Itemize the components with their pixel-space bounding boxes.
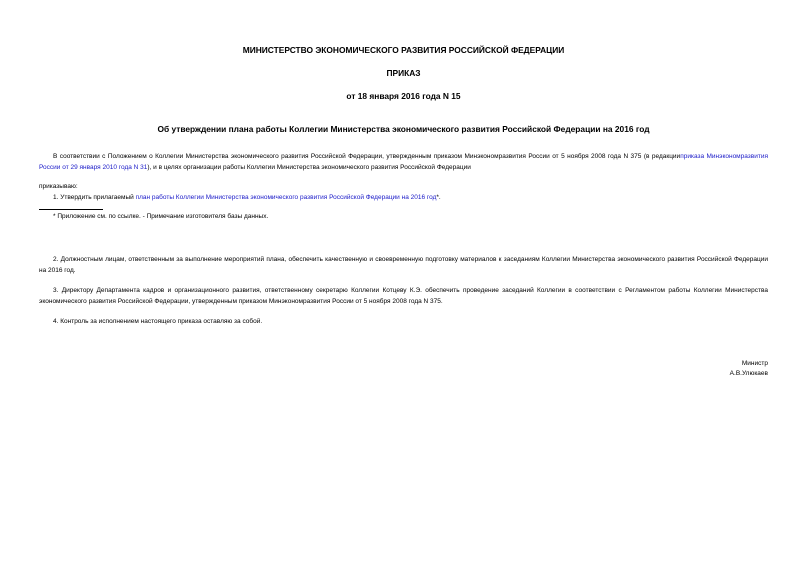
item-1-text-before: 1. Утвердить прилагаемый (53, 194, 136, 201)
work-plan-link[interactable]: план работы Коллегии Министерства экономического развития Российской Федерации на 2016 год (135, 194, 437, 201)
preamble-text-after: ), и в целях организации работы Коллегии Министерства экономического развития Российской Федерации (147, 163, 471, 171)
signature-position: Министр (741, 360, 768, 367)
ministry-heading: МИНИСТЕРСТВО ЭКОНОМИЧЕСКОГО РАЗВИТИЯ РОССИЙСКОЙ ФЕДЕРАЦИИ (242, 45, 565, 55)
document-date-number: от 18 января 2016 года N 15 (346, 91, 461, 101)
amendment-order-link[interactable]: приказа Минэкономразвития России от 29 января 2010 года N 31 (39, 153, 769, 171)
document-title: Об утверждении плана работы Коллегии Министерства экономического развития Российской Федерации на 2016 год (157, 124, 650, 134)
item-3-paragraph: 3. Директору Департамента кадров и организационного развития, ответственному секретарю Коллегии Котцеву К.Э. обеспечить проведение заседаний Коллегии в соответствии с Регламентом работы Коллегии Министерства экономического развития Российской Федерации, утвержденным приказом Минэкономразвития России от 5 ноября 2008 года N 375. (39, 287, 768, 305)
order-word: приказываю: (39, 183, 78, 190)
item-1-paragraph (39, 193, 768, 204)
footnote-divider (39, 209, 103, 210)
item-4-paragraph: 4. Контроль за исполнением настоящего приказа оставляю за собой. (53, 318, 263, 325)
footnote: * Приложение см. по ссылке. - Примечание изготовителя базы данных. (53, 213, 269, 220)
item-2-paragraph: 2. Должностным лицам, ответственным за выполнение мероприятий плана, обеспечить качественную и своевременную подготовку материалов к заседаниям Коллегии Министерства экономического развития Российской Федерации на 2016 год. (39, 256, 768, 274)
signature-name: А.В.Улюкаев (729, 370, 768, 377)
preamble-paragraph (39, 152, 768, 173)
preamble-text-before: В соответствии с Положением о Коллегии Министерства экономического развития Российской Федерации, утвержденным приказом Минэкономразвития России от 5 ноября 2008 года N 375 (в редакции (53, 153, 681, 160)
item-1-text-after: *. (436, 194, 441, 201)
document-type: ПРИКАЗ (386, 68, 421, 78)
